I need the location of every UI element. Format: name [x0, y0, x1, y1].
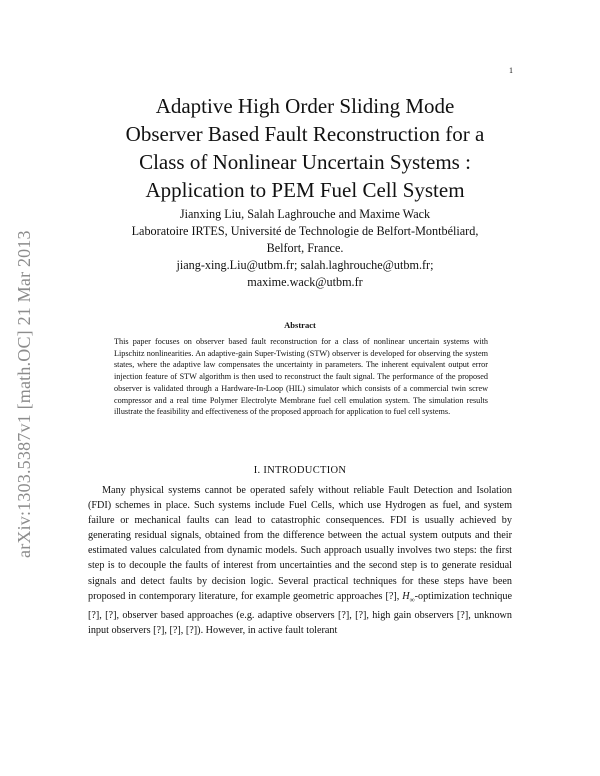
title-line: Observer Based Fault Reconstruction for a [125, 122, 485, 146]
affiliation-line: Laboratoire IRTES, Université de Technologie de Belfort-Montbéliard, [131, 224, 479, 238]
page-number: 1 [509, 66, 513, 75]
section-heading-introduction: I. INTRODUCTION [253, 465, 347, 476]
introduction-paragraph [88, 483, 512, 638]
author-block [80, 206, 530, 291]
intro-text-part2: -optimization technique [?], [?], observer based approaches (e.g. adaptive observers [?], [?], high gain observers [?], unknown input observers [?], [?], [?]). However, in active fault tolerant [88, 590, 512, 636]
email-line: jiang-xing.Liu@utbm.fr; salah.laghrouche@utbm.fr; [176, 258, 434, 272]
h-infinity-letter: H [402, 590, 410, 602]
title-line: Application to PEM Fuel Cell System [145, 178, 465, 202]
abstract-text: This paper focuses on observer based fault reconstruction for a class of nonlinear uncertain systems with Lipschitz nonlinearities. An adaptive-gain Super-Twisting (STW) observer is developed for observing the system states, where the adaptive law compensates the uncertainty in parameters. The inherent equivalent output error injection feature of STW algorithm is then used to reconstruct the fault signal. The performance of the proposed observer is validated through a Hardware-In-Loop (HIL) simulator which consists of a commercial twin screw compressor and a real time Polymer Electrolyte Membrane fuel cell emulation system. The simulation results illustrate the feasibility and effectiveness of the proposed approach for application to fuel cell systems. [114, 337, 488, 417]
h-infinity-subscript: ∞ [409, 595, 415, 604]
email-line: maxime.wack@utbm.fr [247, 275, 363, 289]
affiliation-line: Belfort, France. [266, 241, 344, 255]
paper-title [80, 92, 530, 204]
arxiv-identifier-stamp: arXiv:1303.5387v1 [math.OC] 21 Mar 2013 [14, 230, 34, 558]
intro-text-part1: Many physical systems cannot be operated safely without reliable Fault Detection and Isolation (FDI) schemes in place. Such systems include Fuel Cells, which use Hydrogen as fuel, and system failure or mechanical faults can lead to catastrophic consequences. FDI is usually achieved by generating residual signals, obtained from the difference between the actual system outputs and their estimated values calculated from dynamic models. Such approach usually involves two steps: the first step is to decouple the faults of interest from uncertainties and the second step is to generate residual signals and detect faults by decision logic. Several practical techniques for these steps have been proposed in contemporary literature, for example geometric approaches [?], [88, 485, 512, 602]
author-names: Jianxing Liu, Salah Laghrouche and Maxime Wack [179, 207, 431, 221]
title-line: Class of Nonlinear Uncertain Systems : [139, 150, 471, 174]
abstract-heading: Abstract [284, 320, 316, 330]
h-infinity-symbol [402, 591, 414, 602]
title-line: Adaptive High Order Sliding Mode [155, 94, 455, 118]
